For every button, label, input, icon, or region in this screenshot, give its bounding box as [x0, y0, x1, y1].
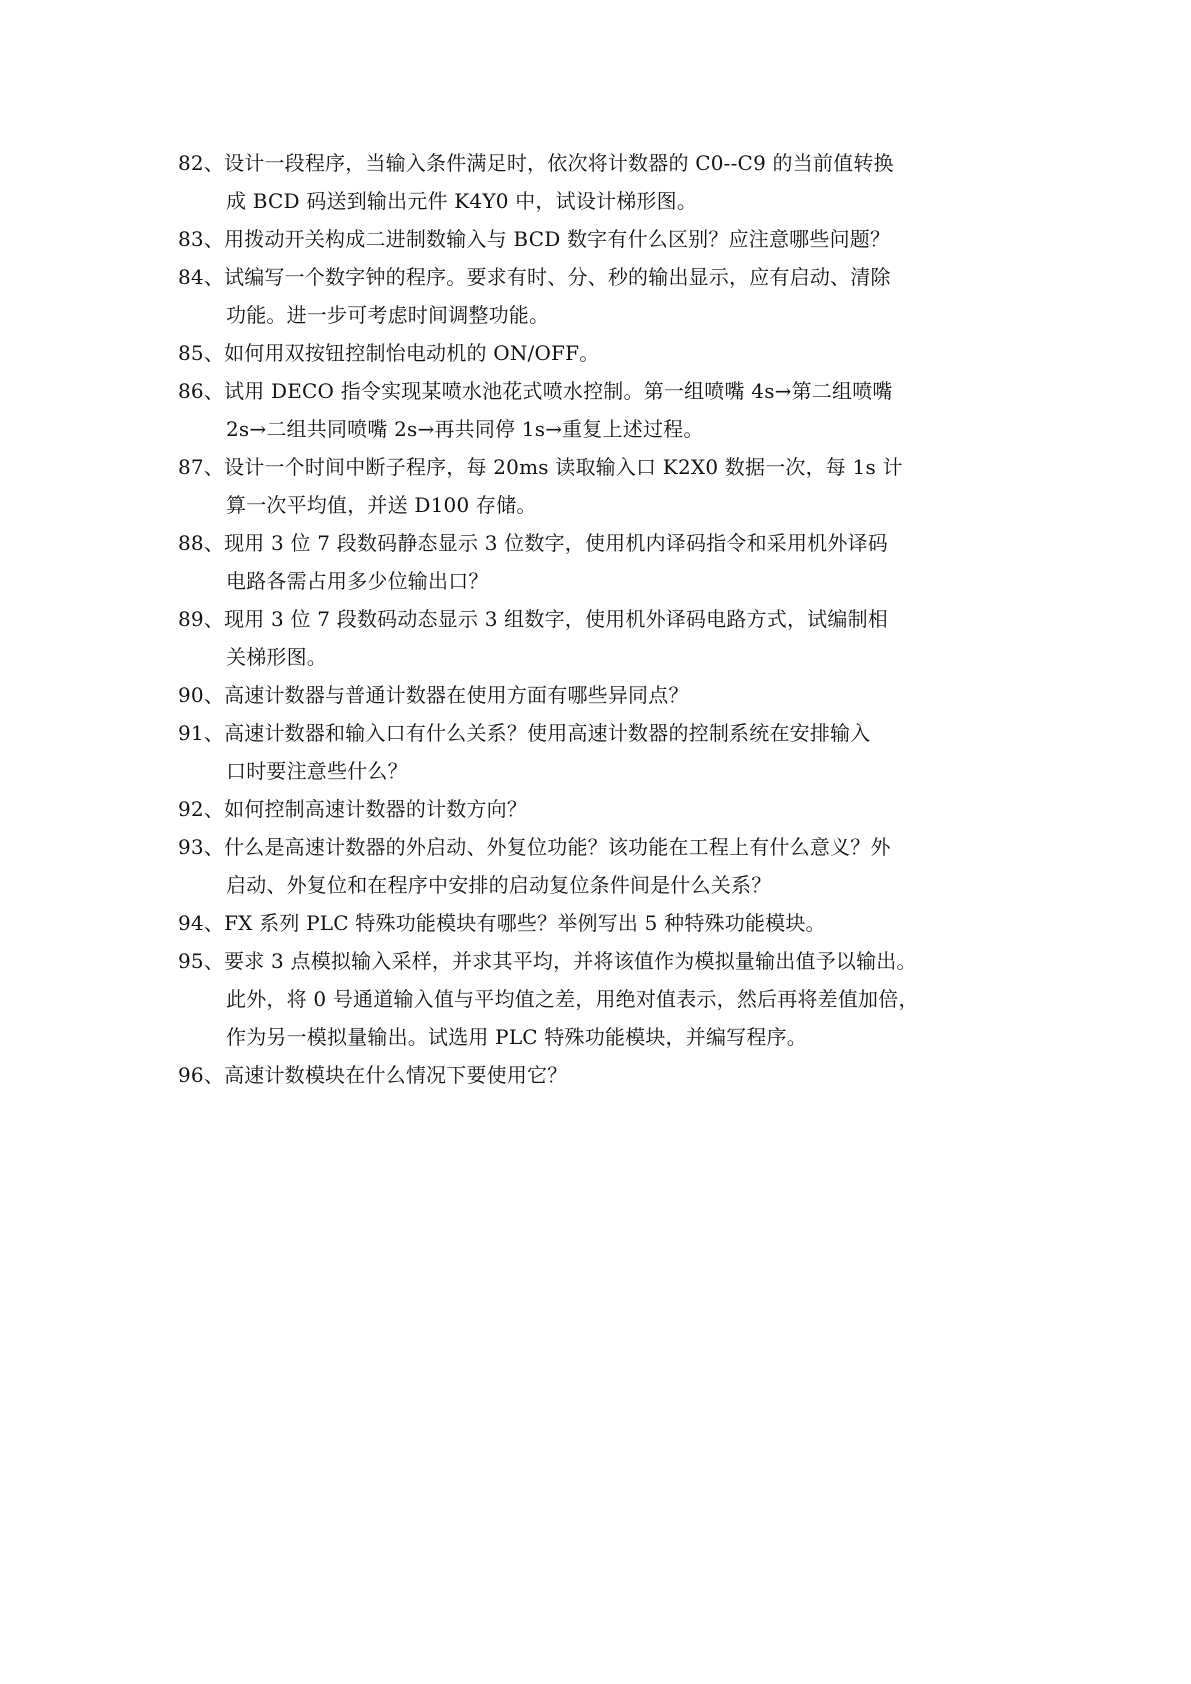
question-text: 试用 DECO 指令实现某喷水池花式喷水控制。第一组喷嘴 4s→第二组喷嘴 — [224, 379, 893, 403]
question-89 — [178, 600, 1018, 676]
question-number: 82、 — [178, 151, 225, 175]
question-number: 93、 — [178, 835, 225, 859]
question-text-continued: 功能。进一步可考虑时间调整功能。 — [226, 303, 550, 327]
question-93 — [178, 828, 1018, 904]
question-line — [178, 448, 1018, 486]
question-82 — [178, 144, 1018, 220]
question-92 — [178, 790, 1018, 828]
question-number: 95、 — [178, 949, 225, 973]
question-83 — [178, 220, 1018, 258]
question-text: 现用 3 位 7 段数码动态显示 3 组数字，使用机外译码电路方式，试编制相 — [224, 607, 888, 631]
question-text-continued: 启动、外复位和在程序中安排的启动复位条件间是什么关系？ — [226, 873, 772, 897]
question-number: 96、 — [178, 1063, 225, 1087]
question-84 — [178, 258, 1018, 334]
question-86 — [178, 372, 1018, 448]
question-96 — [178, 1056, 1018, 1094]
question-line — [178, 600, 1018, 638]
question-text: 高速计数器与普通计数器在使用方面有哪些异同点？ — [224, 683, 689, 707]
question-text-continued: 口时要注意些什么？ — [226, 759, 408, 783]
question-number: 84、 — [178, 265, 225, 289]
question-text: 高速计数模块在什么情况下要使用它？ — [224, 1063, 568, 1087]
question-88 — [178, 524, 1018, 600]
question-number: 88、 — [178, 531, 225, 555]
question-87 — [178, 448, 1018, 524]
question-number: 94、 — [178, 911, 225, 935]
question-91 — [178, 714, 1018, 790]
question-line — [178, 714, 1018, 752]
question-text-continued: 关梯形图。 — [226, 645, 327, 669]
question-text: 用拨动开关构成二进制数输入与 BCD 数字有什么区别？应注意哪些问题？ — [224, 227, 891, 251]
question-line — [178, 258, 1018, 296]
question-text: 设计一个时间中断子程序，每 20ms 读取输入口 K2X0 数据一次，每 1s 计 — [224, 455, 903, 479]
question-text: FX 系列 PLC 特殊功能模块有哪些？举例写出 5 种特殊功能模块。 — [224, 911, 826, 935]
question-number: 87、 — [178, 455, 225, 479]
question-text-continued: 算一次平均值，并送 D100 存储。 — [226, 493, 537, 517]
question-text-continued: 作为另一模拟量输出。试选用 PLC 特殊功能模块，并编写程序。 — [226, 1025, 807, 1049]
question-text: 要求 3 点模拟输入采样，并求其平均，并将该值作为模拟量输出值予以输出。 — [224, 949, 917, 973]
question-line — [178, 828, 1018, 866]
question-text: 高速计数器和输入口有什么关系？使用高速计数器的控制系统在安排输入 — [224, 721, 871, 745]
question-line — [178, 524, 1018, 562]
question-number: 92、 — [178, 797, 225, 821]
question-text: 如何控制高速计数器的计数方向？ — [224, 797, 528, 821]
question-number: 91、 — [178, 721, 225, 745]
question-number: 86、 — [178, 379, 225, 403]
question-text: 试编写一个数字钟的程序。要求有时、分、秒的输出显示，应有启动、清除 — [224, 265, 891, 289]
question-number: 85、 — [178, 341, 225, 365]
question-number: 83、 — [178, 227, 225, 251]
question-text-continued: 2s→二组共同喷嘴 2s→再共同停 1s→重复上述过程。 — [226, 417, 704, 441]
question-text: 现用 3 位 7 段数码静态显示 3 位数字，使用机内译码指令和采用机外译码 — [224, 531, 888, 555]
question-line — [178, 372, 1018, 410]
question-number: 90、 — [178, 683, 225, 707]
question-90 — [178, 676, 1018, 714]
question-85 — [178, 334, 1018, 372]
question-text-continued: 此外，将 0 号通道输入值与平均值之差，用绝对值表示，然后再将差值加倍， — [226, 987, 919, 1011]
question-list — [178, 144, 1018, 1094]
question-line — [178, 904, 1018, 942]
question-94 — [178, 904, 1018, 942]
question-line — [178, 942, 1018, 980]
question-text-continued: 电路各需占用多少位输出口？ — [226, 569, 489, 593]
question-text: 什么是高速计数器的外启动、外复位功能？该功能在工程上有什么意义？外 — [224, 835, 891, 859]
question-line — [178, 790, 1018, 828]
question-number: 89、 — [178, 607, 225, 631]
question-text: 如何用双按钮控制怡电动机的 ON/OFF。 — [224, 341, 600, 365]
question-95 — [178, 942, 1018, 1056]
question-line — [178, 220, 1018, 258]
question-text: 设计一段程序，当输入条件满足时，依次将计数器的 C0--C9 的当前值转换 — [224, 151, 894, 175]
question-line — [178, 144, 1018, 182]
question-line — [178, 1056, 1018, 1094]
question-line — [178, 676, 1018, 714]
question-line — [178, 334, 1018, 372]
question-text-continued: 成 BCD 码送到输出元件 K4Y0 中，试设计梯形图。 — [226, 189, 698, 213]
